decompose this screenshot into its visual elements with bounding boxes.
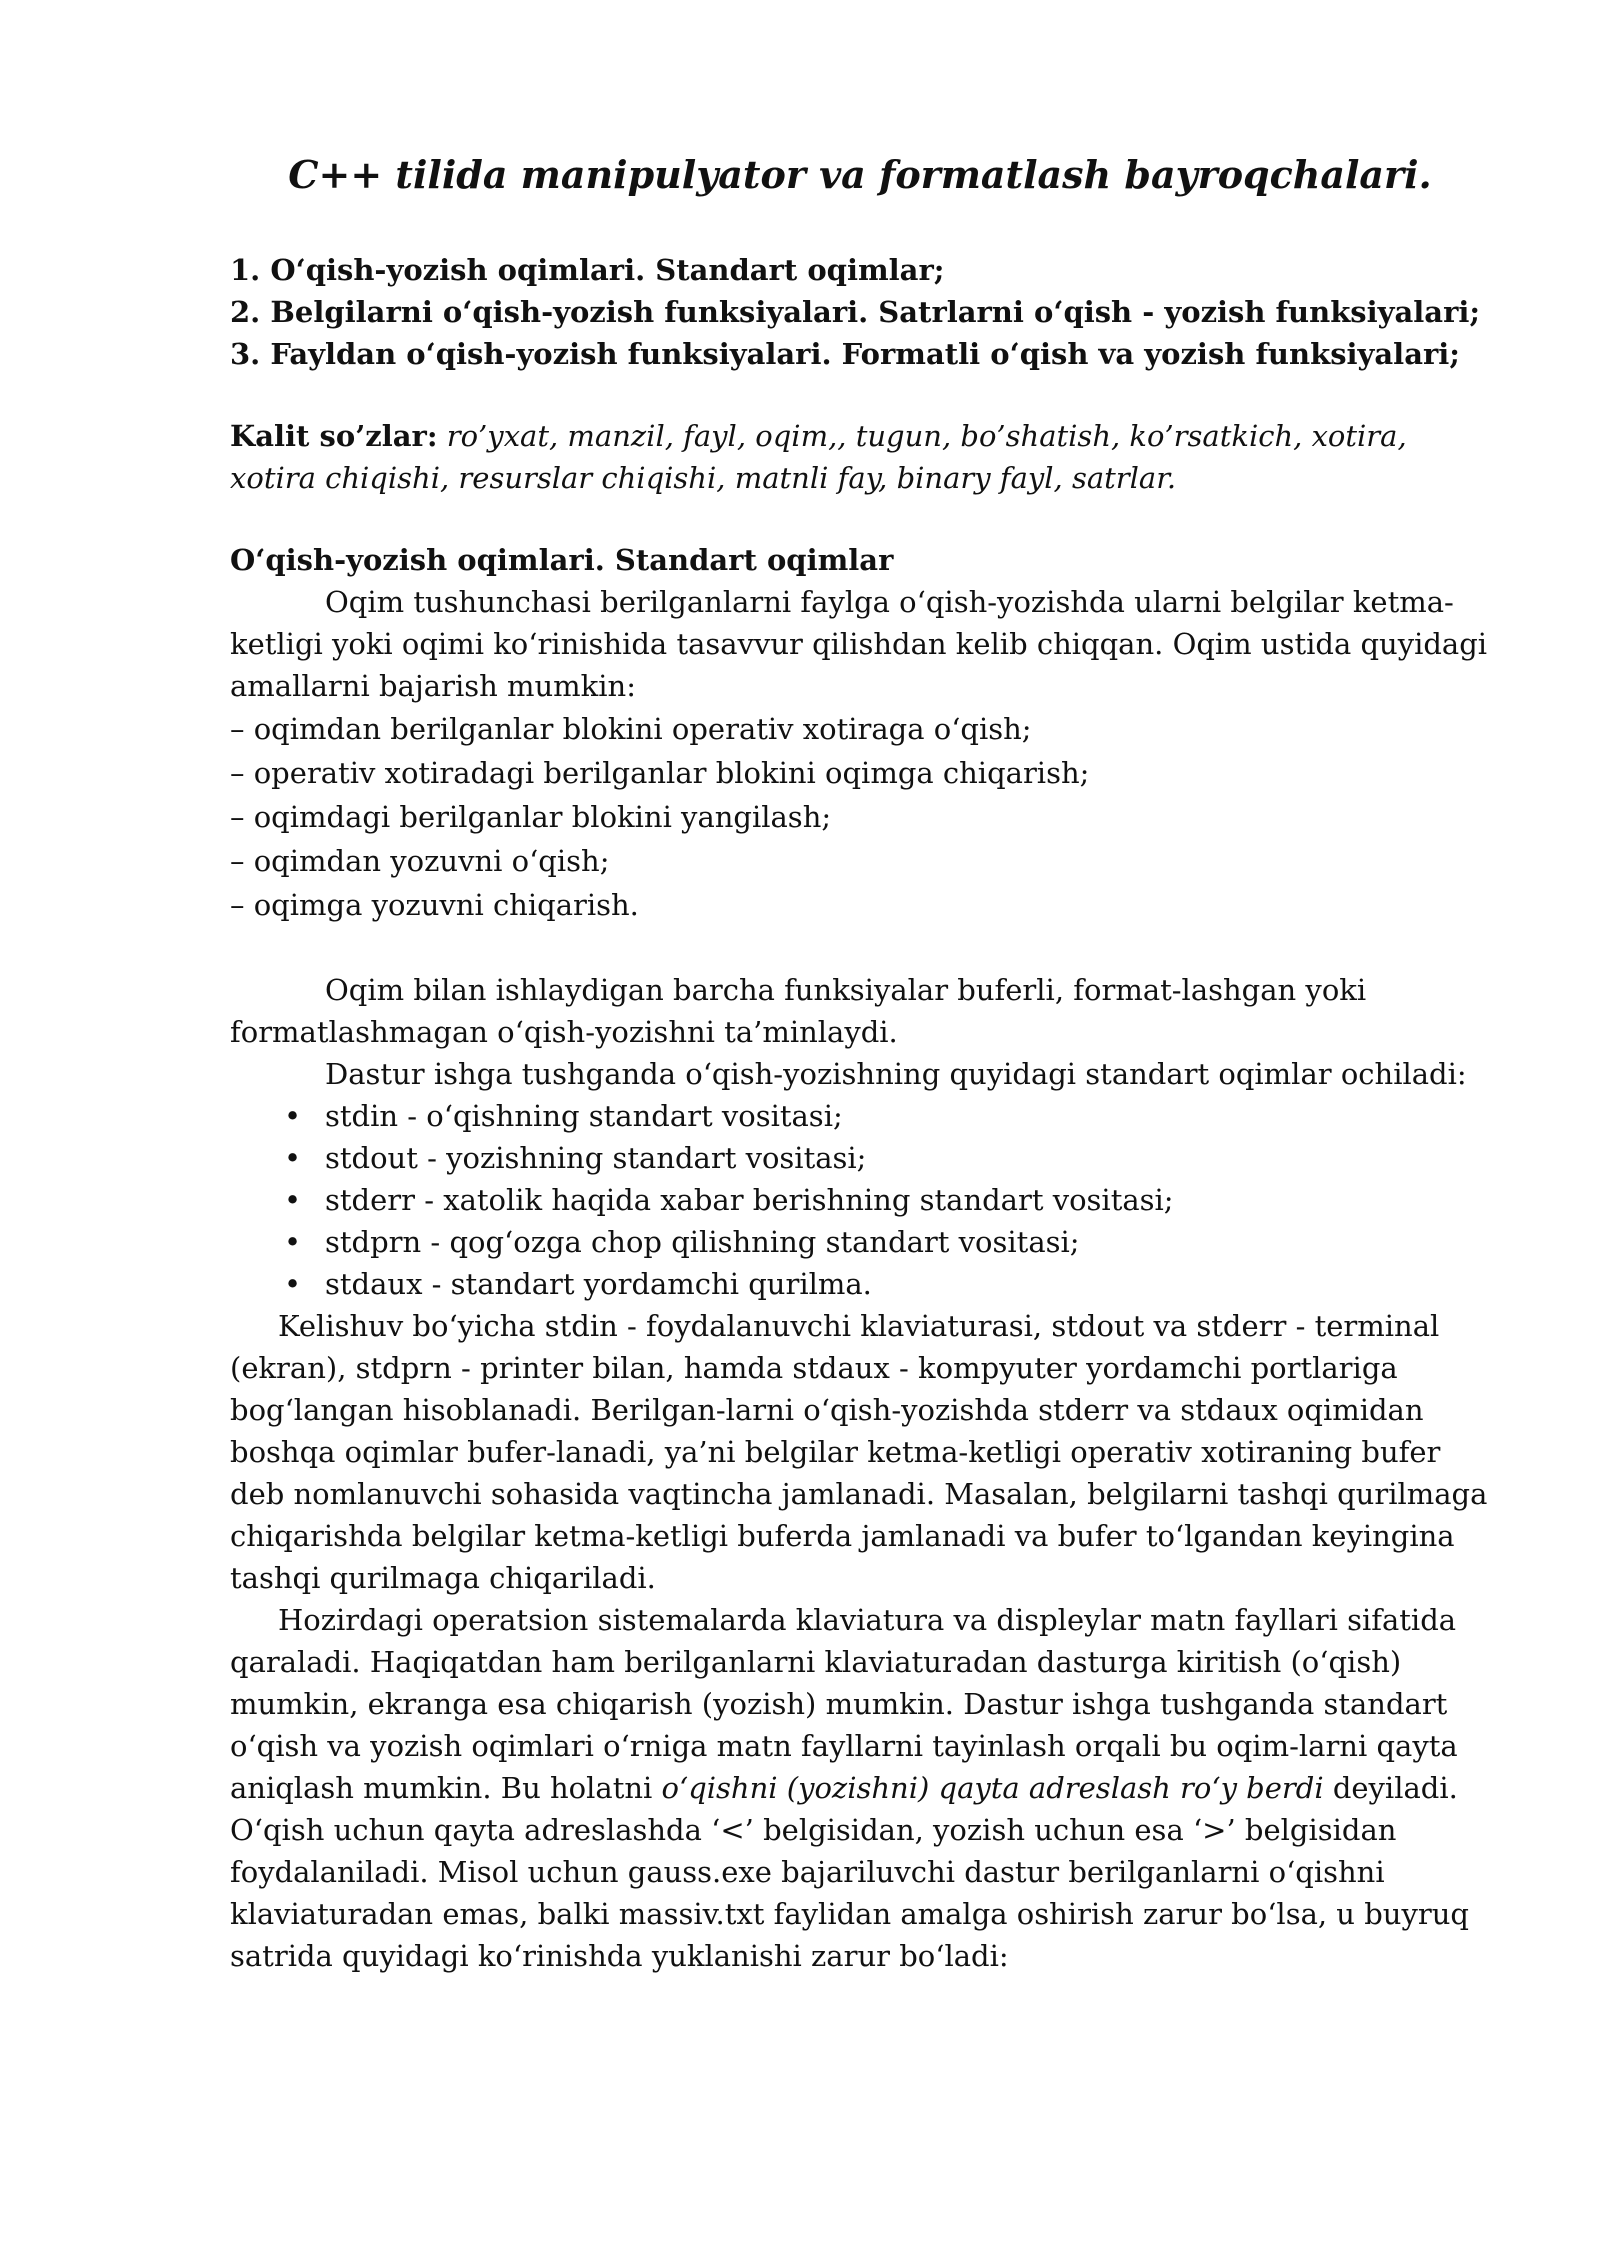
operation-item: – oqimdagi berilganlar blokini yangilash;: [230, 800, 832, 835]
stream-item: [230, 1221, 1490, 1263]
stream-item-text: stdout - yozishning standart vositasi;: [325, 1141, 867, 1176]
bullet-icon: •: [284, 1099, 302, 1134]
stream-item-text: stdprn - qog‘ozga chop qilishning standart vositasi;: [325, 1225, 1080, 1260]
stream-item: [230, 1095, 1490, 1137]
document-page: [230, 150, 1490, 1977]
standard-streams-paragraph: Dastur ishga tushganda o‘qish-yozishning quyidagi standart oqimlar ochiladi:: [325, 1057, 1467, 1092]
operation-item: – oqimdan berilganlar blokini operativ xotiraga o‘qish;: [230, 712, 1032, 747]
convention-paragraph: Kelishuv bo‘yicha stdin - foydalanuvchi klaviaturasi, stdout va stderr - terminal (ekran), stdprn - printer bilan, hamda stdaux - kompyuter yordamchi portlariga bog‘langan hisoblanadi. Berilgan-larni o‘qish-yozishda stderr va stdaux oqimidan boshqa oqimlar bufer-lanadi, ya’ni belgilar ketma-ketligi operativ xotiraning bufer deb nomlanuvchi sohasida vaqtincha jamlanadi. Masalan, belgilarni tashqi qurilmaga chiqarishda belgilar ketma-ketligi buferda jamlanadi va bufer to‘lgandan keyingina tashqi qurilmaga chiqariladi.: [230, 1309, 1488, 1596]
operation-item: – oqimdan yozuvni o‘qish;: [230, 844, 610, 879]
stream-item: [230, 1263, 1490, 1305]
operation-item: – operativ xotiradagi berilganlar blokini oqimga chiqarish;: [230, 756, 1090, 791]
operation-item: – oqimga yozuvni chiqarish.: [230, 888, 639, 923]
spacer: [230, 927, 1490, 969]
stream-item: [230, 1179, 1490, 1221]
intro-paragraph: Oqim tushunchasi berilganlarni faylga o‘qish-yozishda ularni belgilar ketma-ketligi yoki oqimi ko‘rinishida tasavvur qilishdan kelib chiqqan. Oqim ustida quyidagi amallarni bajarish mumkin:: [230, 585, 1488, 704]
stream-item-text: stdaux - standart yordamchi qurilma.: [325, 1267, 872, 1302]
document-title: C++ tilida manipulyator va formatlash bayroqchalari.: [288, 152, 1432, 197]
keywords-text: ro’yxat, manzil, fayl, oqim,, tugun, bo’shatish, ko’rsatkich, xotira, xotira chiqishi, resurslar chiqishi, matnli fay, binary fayl, satrlar.: [230, 419, 1407, 496]
section-heading: O‘qish-yozish oqimlari. Standart oqimlar: [230, 543, 894, 578]
redirection-term: o‘qishni (yozishni) qayta adreslash ro‘y berdi: [661, 1771, 1324, 1806]
stream-item: [230, 1137, 1490, 1179]
stream-item-text: stdin - o‘qishning standart vositasi;: [325, 1099, 843, 1134]
keywords-paragraph: [230, 415, 1490, 499]
bullet-icon: •: [284, 1267, 302, 1302]
bullet-icon: •: [284, 1183, 302, 1218]
bullet-icon: •: [284, 1225, 302, 1260]
redirection-paragraph: [230, 1599, 1490, 1977]
redirection-text-end: deyiladi. O‘qish uchun qayta adreslashda ‘<’ belgisidan, yozish uchun esa ‘>’ belgisidan foydalaniladi. Misol uchun gauss.exe bajariluvchi dastur berilganlarni o‘qishni klaviaturadan emas, balki massiv.txt faylidan amalga oshirish zarur bo‘lsa, u buyruq satrida quyidagi ko‘rinishda yuklanishi zarur bo‘ladi:: [230, 1771, 1469, 1974]
stream-item-text: stderr - xatolik haqida xabar berishning standart vositasi;: [325, 1183, 1174, 1218]
streams-list: [230, 1095, 1490, 1305]
topic-item: 1. O‘qish-yozish oqimlari. Standart oqimlar;: [230, 253, 945, 288]
functions-paragraph: Oqim bilan ishlaydigan barcha funksiyalar buferli, format-lashgan yoki formatlashmagan o‘qish-yozishni ta’minlaydi.: [230, 973, 1367, 1050]
operations-list: [230, 707, 1490, 927]
keywords-label: Kalit so’zlar:: [230, 419, 438, 454]
topics-list: [230, 249, 1490, 375]
topic-item: 2. Belgilarni o‘qish-yozish funksiyalari. Satrlarni o‘qish - yozish funksiyalari;: [230, 295, 1481, 330]
redirection-text-start: Hozirdagi operatsion sistemalarda klaviatura va displeylar matn fayllari sifatida qaraladi. Haqiqatdan ham berilganlarni klaviaturadan dasturga kiritish (o‘qish) mumkin, ekranga esa chiqarish (yozish) mumkin. Dastur ishga tushganda standart o‘qish va yozish oqimlari o‘rniga matn fayllarni tayinlash orqali bu oqim-larni qayta aniqlash mumkin. Bu holatni: [230, 1603, 1458, 1806]
topic-item: 3. Fayldan o‘qish-yozish funksiyalari. Formatli o‘qish va yozish funksiyalari;: [230, 337, 1460, 372]
bullet-icon: •: [284, 1141, 302, 1176]
